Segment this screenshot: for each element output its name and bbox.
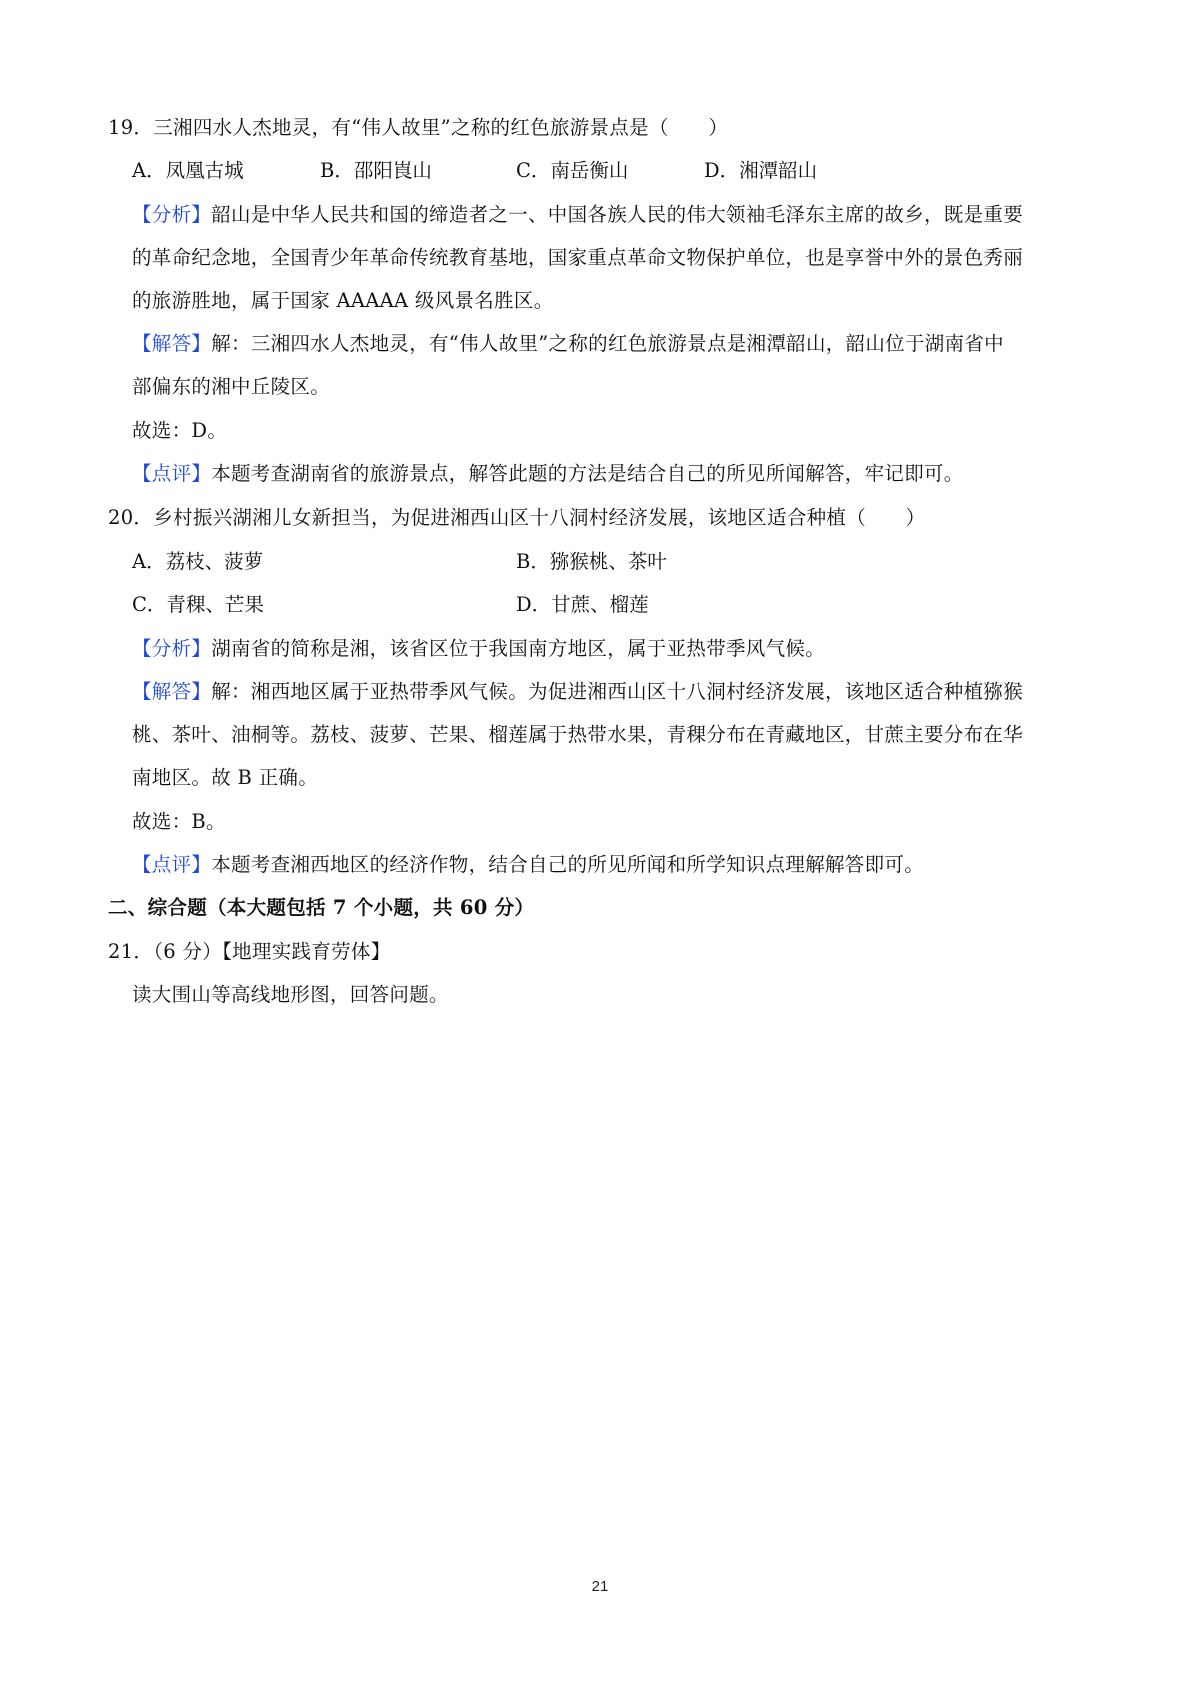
- q20-options-row-1: [132, 548, 1032, 576]
- q20-answer-line-3: 南地区。故 B 正确。: [132, 766, 319, 789]
- q20-answer-text-1: 解：湘西地区属于亚热带季风气候。为促进湘西山区十八洞村经济发展，该地区适合种植猕猴: [211, 680, 1024, 703]
- q20-comment-line: [132, 851, 924, 879]
- q20-analysis-text-1: 湖南省的简称是湘，该省区位于我国南方地区，属于亚热带季风气候。: [211, 637, 826, 660]
- q20-option-d: D．甘蔗、榴莲: [516, 593, 649, 616]
- q20-comment-tag: 【点评】: [132, 853, 212, 876]
- q19-analysis-line-1: [132, 201, 1023, 229]
- q21-instruction: 读大围山等高线地形图，回答问题。: [132, 983, 449, 1006]
- q20-comment-text: 本题考查湘西地区的经济作物，结合自己的所见所闻和所学知识点理解解答即可。: [211, 853, 925, 876]
- q20-option-c: C．青稞、芒果: [132, 593, 264, 616]
- q19-comment-tag: 【点评】: [132, 462, 212, 485]
- q19-analysis-line-3: 的旅游胜地，属于国家 AAAAA 级风景名胜区。: [132, 289, 554, 312]
- q19-answer-line-2: 部偏东的湘中丘陵区。: [132, 375, 331, 398]
- q20-analysis-line-1: [132, 635, 825, 663]
- q21-stem: 21．（6 分）【地理实践育劳体】: [108, 940, 391, 963]
- q19-option-d: D．湘潭韶山: [704, 159, 818, 182]
- q19-choice: 故选：D。: [132, 419, 228, 442]
- q19-option-b: B．邵阳崀山: [320, 159, 432, 182]
- q19-options: [132, 157, 1032, 185]
- page-number: 21: [591, 1578, 609, 1595]
- q20-answer-tag: 【解答】: [132, 680, 212, 703]
- q19-analysis-line-2: 的革命纪念地，全国青少年革命传统教育基地，国家重点革命文物保护单位，也是享誉中外的景色秀丽: [132, 246, 1024, 269]
- q20-answer-line-2: 桃、茶叶、油桐等。荔枝、菠萝、芒果、榴莲属于热带水果，青稞分布在青藏地区，甘蔗主要分布在华: [132, 723, 1024, 746]
- q19-analysis-tag: 【分析】: [132, 203, 212, 226]
- section-2-title: 二、综合题（本大题包括 7 个小题，共 60 分）: [108, 896, 535, 919]
- q19-stem: 19．三湘四水人杰地灵，有“伟人故里”之称的红色旅游景点是（ ）: [108, 116, 729, 139]
- q19-answer-line-1: [132, 330, 1004, 358]
- q20-option-a: A．荔枝、菠萝: [132, 550, 264, 573]
- q20-choice: 故选：B。: [132, 810, 226, 833]
- q20-answer-line-1: [132, 678, 1023, 706]
- q19-option-c: C．南岳衡山: [516, 159, 629, 182]
- q20-option-b: B．猕猴桃、茶叶: [516, 550, 667, 573]
- q19-option-a: A．凤凰古城: [132, 159, 244, 182]
- q19-answer-text-1: 解：三湘四水人杰地灵，有“伟人故里”之称的红色旅游景点是湘潭韶山，韶山位于湖南省中: [211, 332, 1004, 355]
- q19-comment-line: [132, 460, 964, 488]
- q19-analysis-text-1: 韶山是中华人民共和国的缔造者之一、中国各族人民的伟大领袖毛泽东主席的故乡，既是重要: [211, 203, 1024, 226]
- q20-options-row-2: [132, 591, 1032, 619]
- q19-answer-tag: 【解答】: [132, 332, 212, 355]
- q20-stem: 20．乡村振兴湖湘儿女新担当，为促进湘西山区十八洞村经济发展，该地区适合种植（ ）: [108, 506, 926, 529]
- q20-analysis-tag: 【分析】: [132, 637, 212, 660]
- q19-comment-text: 本题考查湖南省的旅游景点，解答此题的方法是结合自己的所见所闻解答，牢记即可。: [211, 462, 964, 485]
